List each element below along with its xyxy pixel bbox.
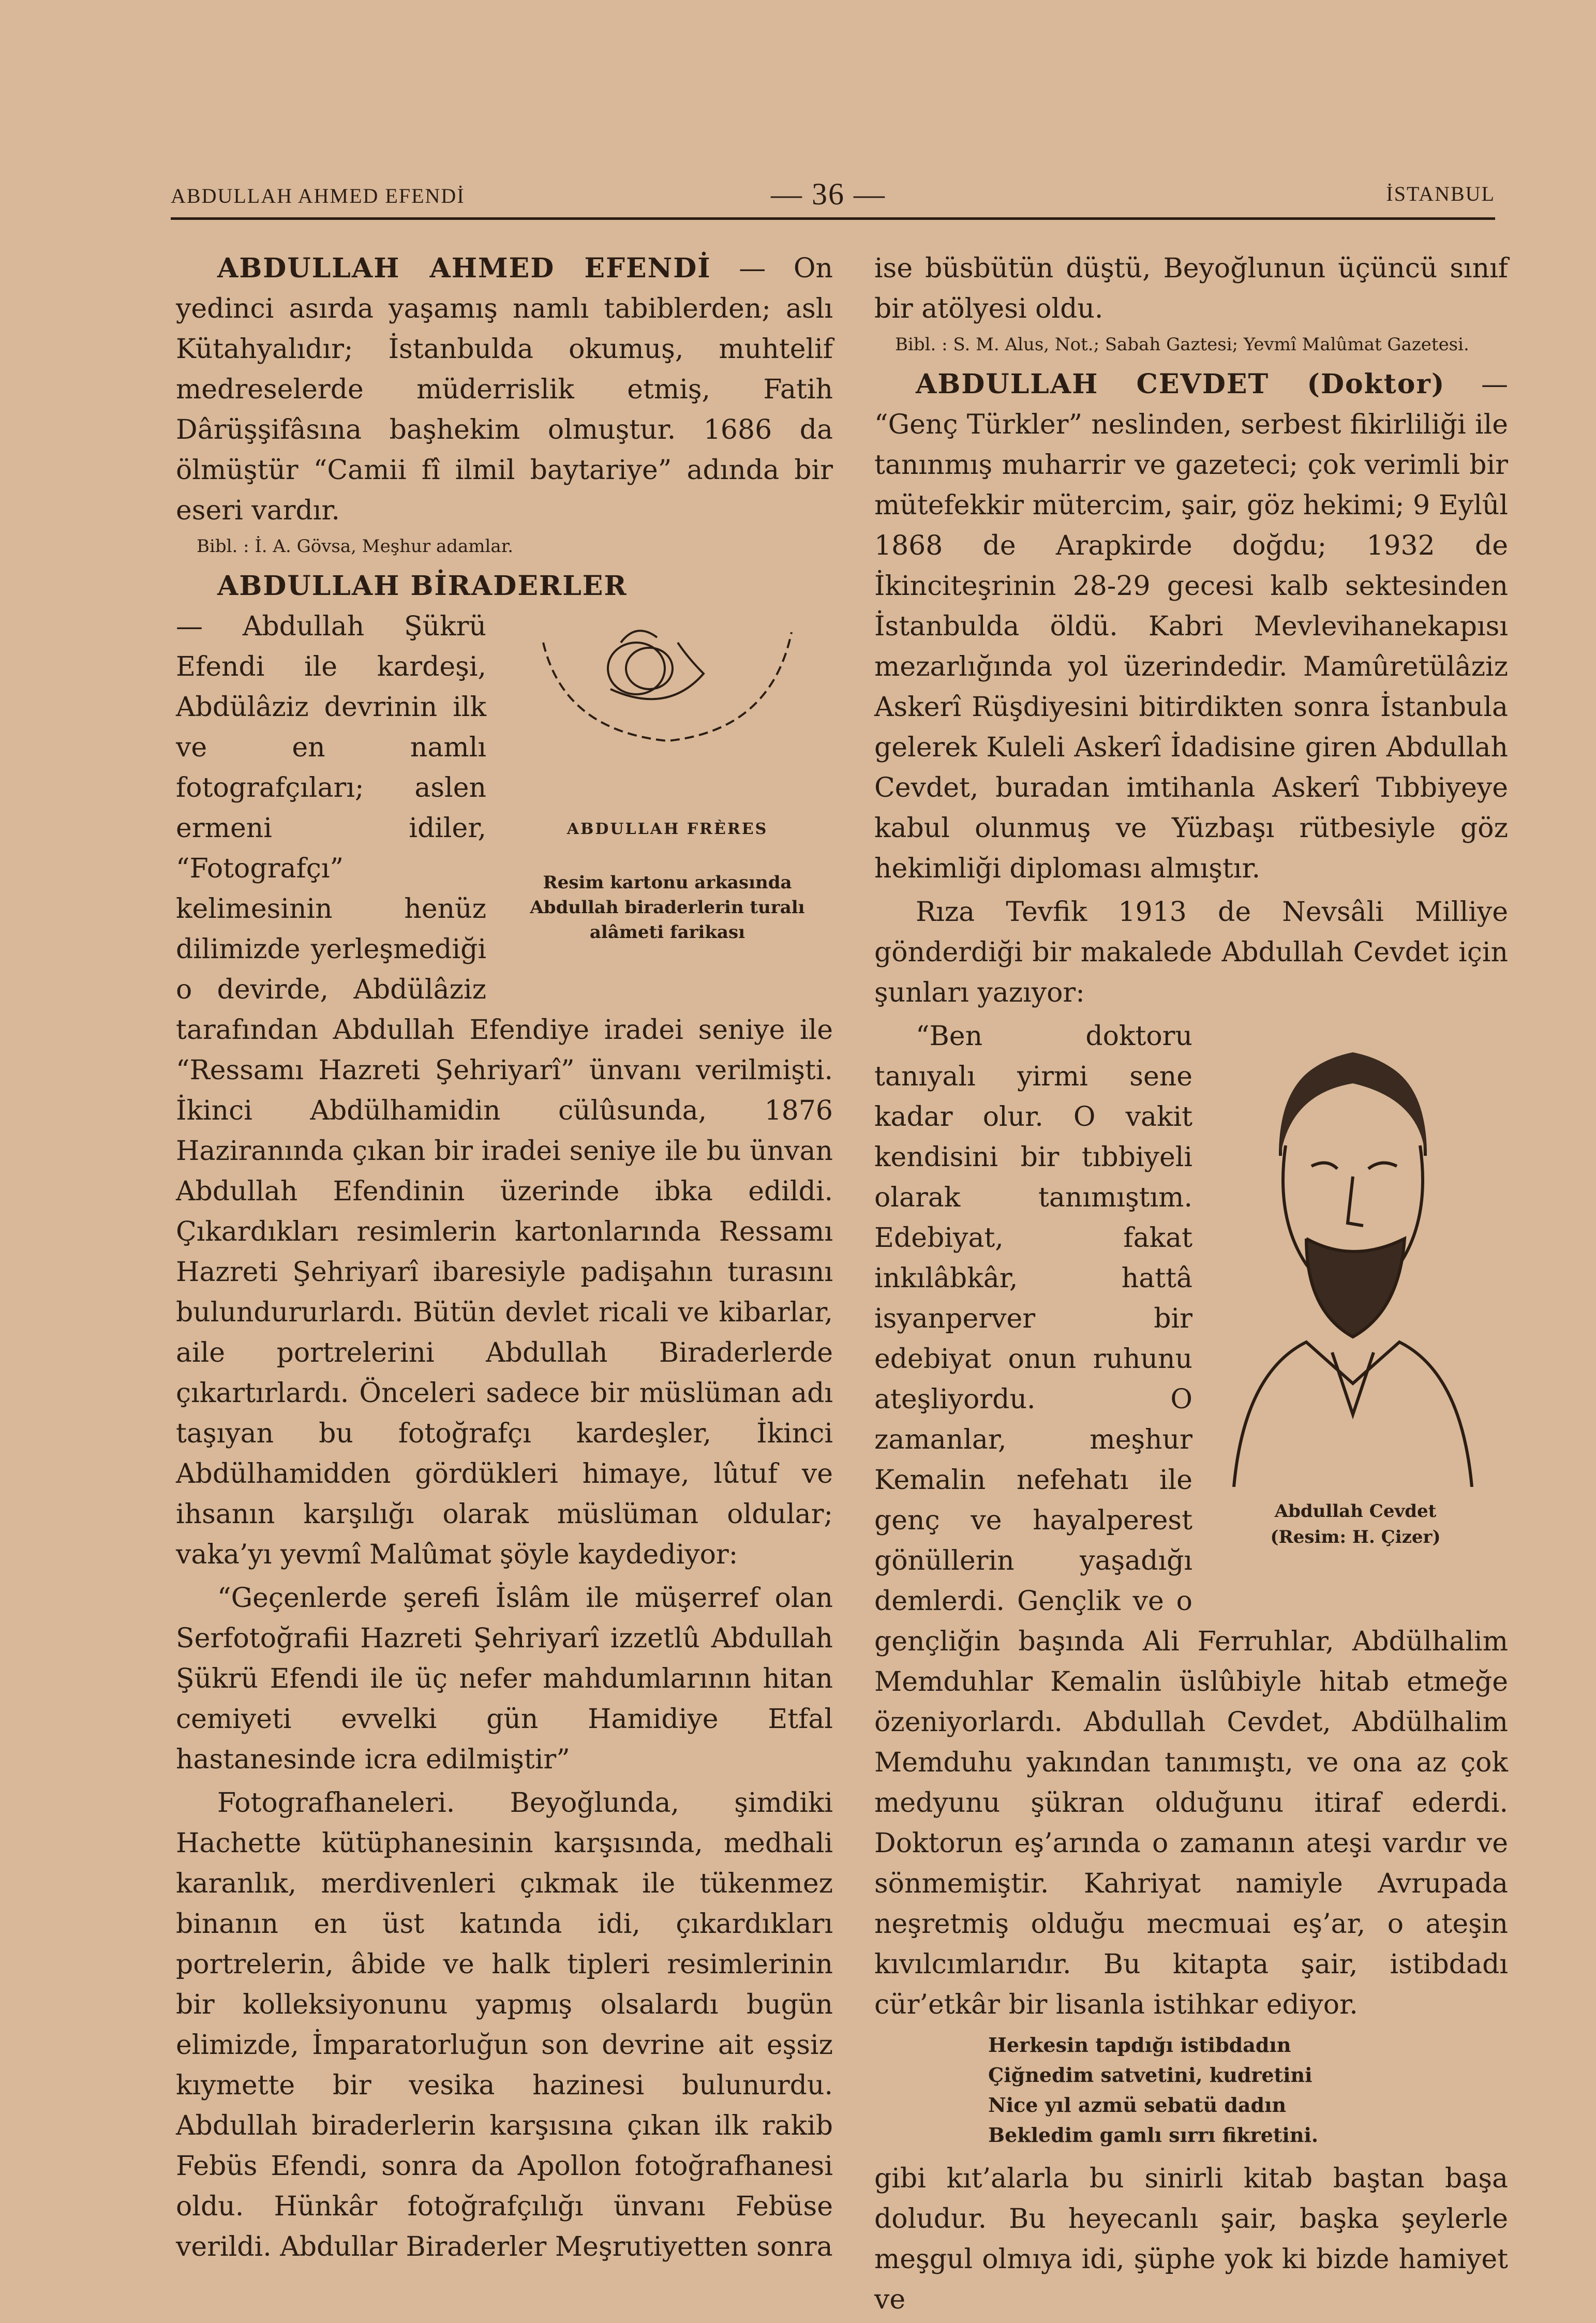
- paragraph-ending: gibi kıt’alarla bu sinirli kitab baştan başa doludur. Bu heyecanlı şair, başka şeylerle meşgul olmıya idi, şüphe yok ki bizde hamiyet ve: [874, 2163, 1508, 2315]
- quote-block: [874, 1016, 1508, 2025]
- portrait-caption-name: Abdullah Cevdet: [1274, 1501, 1437, 1522]
- left-column: [176, 248, 833, 2270]
- page-number: — 36 —: [771, 177, 886, 211]
- paragraph-riza-tevfik: Rıza Tevfik 1913 de Nevsâli Milliye gönderdiği bir makalede Abdullah Cevdet için şunları yazıyor:: [874, 897, 1508, 1008]
- entry-abdullah-biraderler: [176, 566, 833, 606]
- right-column: [874, 248, 1508, 2323]
- running-header: [171, 171, 1495, 212]
- entry-abdullah-cevdet: [874, 364, 1508, 889]
- bibliography: Bibl. : İ. A. Gövsa, Meşhur adamlar.: [197, 536, 514, 557]
- portrait-figure: [1203, 1021, 1508, 1596]
- entry-text: — Abdullah Şükrü Efendi ile kardeşi, Abdülâziz devrinin ilk ve en namlı fotografçıları; aslen ermeni idiler, “Fotografçı” kelimesinin henüz dilimizde yerleşmediği o devirde, Abdülâziz tarafından Abdullah Efendiye iradei seniye ile “Ressamı Hazreti Şehriyarî” ünvanı verilmişti. İkinci Abdülhamidin cülûsunda, 1876 Haziranında çıkan bir iradei seniye ile bu ünvan Abdullah Efendinin üzerinde ibka edildi. Çıkardıkları resimlerin kartonlarında Ressamı Hazreti Şehriyarî ibaresiyle padişahın turasını bulundururlardı. Bütün devlet ricali ve kibarlar, aile portrelerini Abdullah Biraderlerde çıkartırlardı. Önceleri sadece bir müslüman adı taşıyan bu fotoğrafçı kardeşler, İkinci Abdülhamidden gördükleri himaye, lûtuf ve ihsanın karşılığı olarak müslüman oldular; vaka’yı yevmî Malûmat şöyle kaydediyor:: [176, 611, 833, 1570]
- quote-riza-tevfik: “Ben doktoru tanıyalı yirmi sene kadar olur. O vakit kendisini bir tıbbiyeli olarak tanımıştım. Edebiyat, fakat inkılâbkâr, hattâ isyanperver bir edebiyat onun ruhunu ateşliyordu. O zamanlar, meşhur Kemalin nefehatı ile genç ve hayalperest gönüllerin yaşadığı demlerdi. Gençlik ve o gençliğin başında Ali Ferruhlar, Abdülhalim Memduhlar Kemalin üslûbiyle hitab etmeğe özeniyorlardı. Abdullah Cevdet, Abdülhalim Memduhu yakından tanımıştı, ve ona az çok medyunu şükran olduğunu itiraf ederdi. Doktorun eş’arında o zamanın ateşi vardır ve sönmemiştir. Kahriyat namiyle Avrupada neşretmiş olduğu mecmuai eş’ar, o ateşin kıvılcımlarıdır. Bu kitapta şair, istibdadı cür’etkâr bir lisanla istihkar ediyor.: [874, 1021, 1508, 2020]
- figure-tag: ABDULLAH FRÈRES: [566, 820, 768, 838]
- header-rule: [171, 217, 1495, 220]
- header-right: İSTANBUL: [1386, 182, 1495, 205]
- entry-text: — On yedinci asırda yaşamış namlı tabiblerden; aslı Kütahyalıdır; İstanbulda okumuş, muhtelif medreselerde müderrislik etmiş, Fatih Dârüşşifâsına başhekim olmuştur. 1686 da ölmüştür “Camii fî ilmil baytariye” adında bir eseri vardır.: [176, 253, 833, 526]
- entry-text: — “Genç Türkler” neslinden, serbest fikirliliği ile tanınmış muharrir ve gazeteci; çok verimli bir mütefekkir mütercim, şair, göz hekimi; 9 Eylûl 1868 de Arapkirde doğdu; 1932 de İkinciteşrinin 28-29 gecesi kalb sektesinden İstanbulda öldü. Kabri Mevlevihanekapısı mezarlığında yol üzerindedir. Mamûretülâziz Askerî Rüşdiyesini bitirdikten sonra İstanbula gelerek Kuleli Askerî İdadisine giren Abdullah Cevdet, buradan imtihanla Askerî Tıbbiyeye kabul olunmuş ve Yüzbaşı rütbesiyle göz hekimliği diploması almıştır.: [874, 369, 1509, 884]
- entry-title: ABDULLAH CEVDET (Doktor): [916, 368, 1445, 400]
- quote-malumat: “Geçenlerde şerefi İslâm ile müşerref olan Serfotoğrafii Hazreti Şehriyarî izzetlû Abdullah Şükrü Efendi ile üç nefer mahdumlarının hitan cemiyeti evvelki gün Hamidiye Etfal hastanesinde icra edilmiştir”: [176, 1583, 833, 1775]
- verse-line: Nice yıl azmü sebatü dadın: [988, 2093, 1287, 2117]
- verse-block: [988, 2030, 1508, 2150]
- header-left: ABDULLAH AHMED EFENDİ: [171, 184, 465, 207]
- verse-line: Herkesin tapdığı istibdadın: [988, 2033, 1291, 2057]
- entry-title: ABDULLAH BİRADERLER: [217, 570, 628, 602]
- tughra-emblem-icon: [533, 612, 802, 767]
- portrait-caption: [1203, 1498, 1508, 1550]
- entry-title: ABDULLAH AHMED EFENDİ: [217, 252, 711, 284]
- bibliography: Bibl. : S. M. Alus, Not.; Sabah Gaztesi; Yevmî Malûmat Gazetesi.: [895, 334, 1469, 355]
- figure-caption: Resim kartonu arkasında Abdullah biraderlerin turalı alâmeti farikası: [530, 872, 805, 943]
- entry-abdullah-ahmed: [176, 248, 833, 531]
- portrait-caption-credit: (Resim: H. Çizer): [1270, 1527, 1441, 1547]
- verse-line: Bekledim gamlı sırrı fikretini.: [988, 2123, 1319, 2147]
- paragraph-fotografhaneleri: Fotografhaneleri. Beyoğlunda, şimdiki Hachette kütüphanesinin karşısında, medhali karanlık, merdivenleri çıkmak ile tükenmez binanın en üst katında idi, çıkardıkları portrelerin, âbide ve halk tipleri resimlerinin bir kolleksiyonunu yapmış olsalardı bugün elimizde, İmparatorluğun son devrine ait eşsiz kıymette bir vesika hazinesi bulunurdu. Abdullah biraderlerin karşısına çıkan ilk rakib Febüs Efendi, sonra da Apollon fotoğrafhanesi oldu. Hünkâr fotoğrafçılığı ünvanı Febüse verildi. Abdullar Biraderler Meşrutiyetten sonra: [176, 1788, 833, 2262]
- verse-line: Çiğnedim satvetini, kudretini: [988, 2063, 1312, 2087]
- portrait-sketch-icon: [1203, 1021, 1493, 1487]
- tughra-figure: [502, 612, 833, 974]
- continuation: ise büsbütün düştü, Beyoğlunun üçüncü sınıf bir atölyesi oldu.: [874, 253, 1508, 324]
- entry-body: [176, 606, 833, 1575]
